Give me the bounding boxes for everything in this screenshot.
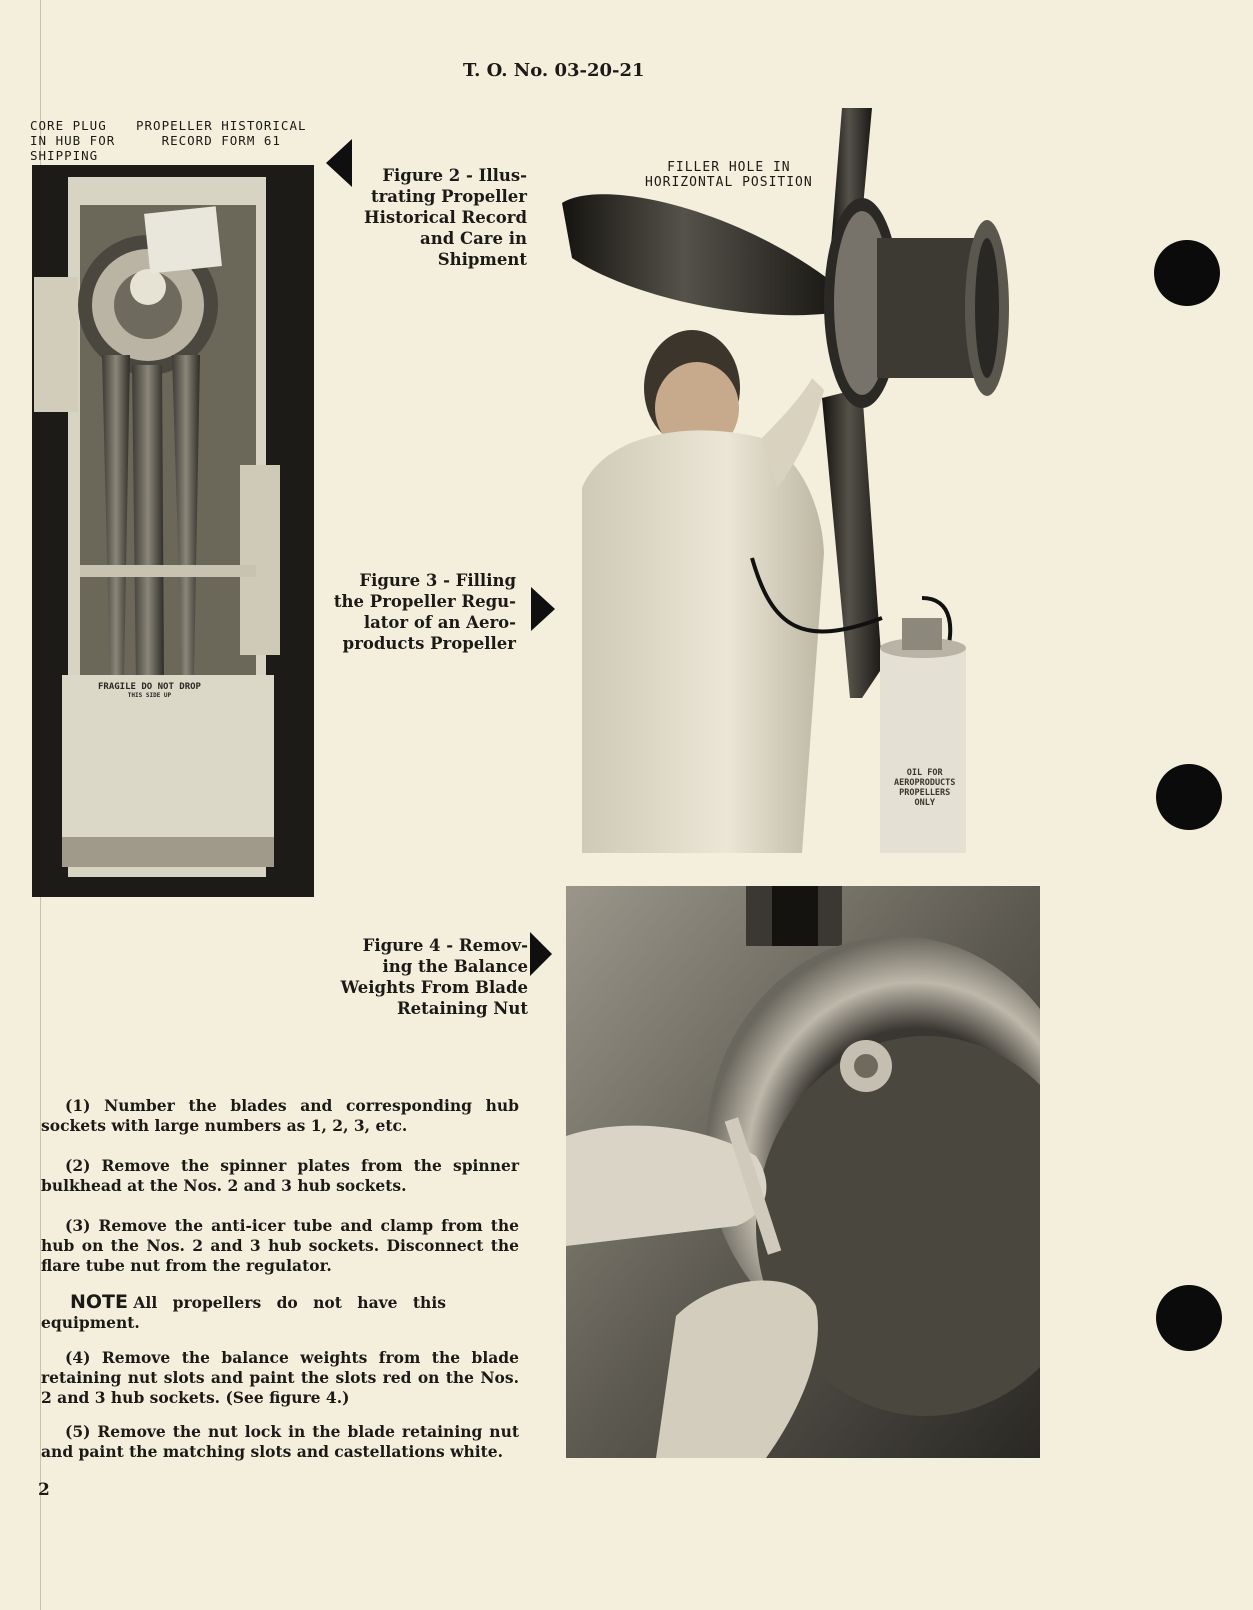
figure-4-caption: Figure 4 - Remov- ing the Balance Weights From Blade Retaining Nut xyxy=(340,936,528,1018)
step-3: (3) Remove the anti-icer tube and clamp from the hub on the Nos. 2 and 3 hub sockets. Disconnect the flare tube nut from the regulator. xyxy=(41,1216,519,1275)
oil-can-label: OIL FOR AEROPRODUCTS PROPELLERS ONLY xyxy=(894,768,956,808)
binder-hole-top xyxy=(1154,240,1220,306)
document-number: T. O. No. 03-20-21 xyxy=(463,60,645,81)
arrow-right-icon xyxy=(531,587,555,631)
figure-4-photo xyxy=(566,886,1040,1458)
shipping-crate-illustration xyxy=(32,165,314,897)
callout-record-form: PROPELLER HISTORICAL RECORD FORM 61 xyxy=(136,118,307,148)
figure-2-photo xyxy=(32,165,314,897)
note-block xyxy=(41,1292,511,1333)
crate-label: FRAGILE DO NOT DROP THIS SIDE UP xyxy=(98,682,201,699)
step-5: (5) Remove the nut lock in the blade retaining nut and paint the matching slots and castellations white. xyxy=(41,1422,519,1461)
figure-3-caption: Figure 3 - Filling the Propeller Regu- lator of an Aero- products Propeller xyxy=(333,571,516,653)
binder-hole-middle xyxy=(1156,764,1222,830)
figure-2-caption: Figure 2 - Illus- trating Propeller Historical Record and Care in Shipment xyxy=(364,166,527,269)
arrow-right-icon xyxy=(530,932,552,976)
step-1: (1) Number the blades and corresponding hub sockets with large numbers as 1, 2, 3, etc. xyxy=(41,1096,519,1135)
binder-hole-bottom xyxy=(1156,1285,1222,1351)
step-4: (4) Remove the balance weights from the blade retaining nut slots and paint the slots red on the Nos. 2 and 3 hub sockets. (See figure 4.) xyxy=(41,1348,519,1407)
balance-weights-illustration xyxy=(566,886,1040,1458)
callout-filler-hole: FILLER HOLE IN HORIZONTAL POSITION xyxy=(645,160,813,190)
page-number: 2 xyxy=(38,1480,50,1500)
note-label: NOTE xyxy=(70,1291,128,1313)
propeller-regulator-illustration xyxy=(562,108,1032,853)
step-2: (2) Remove the spinner plates from the spinner bulkhead at the Nos. 2 and 3 hub sockets. xyxy=(41,1156,519,1195)
note-text: All propellers do not have this equipment. xyxy=(41,1293,446,1332)
figure-3-photo xyxy=(562,108,1032,853)
callout-core-plug: CORE PLUG IN HUB FOR SHIPPING xyxy=(30,118,116,163)
